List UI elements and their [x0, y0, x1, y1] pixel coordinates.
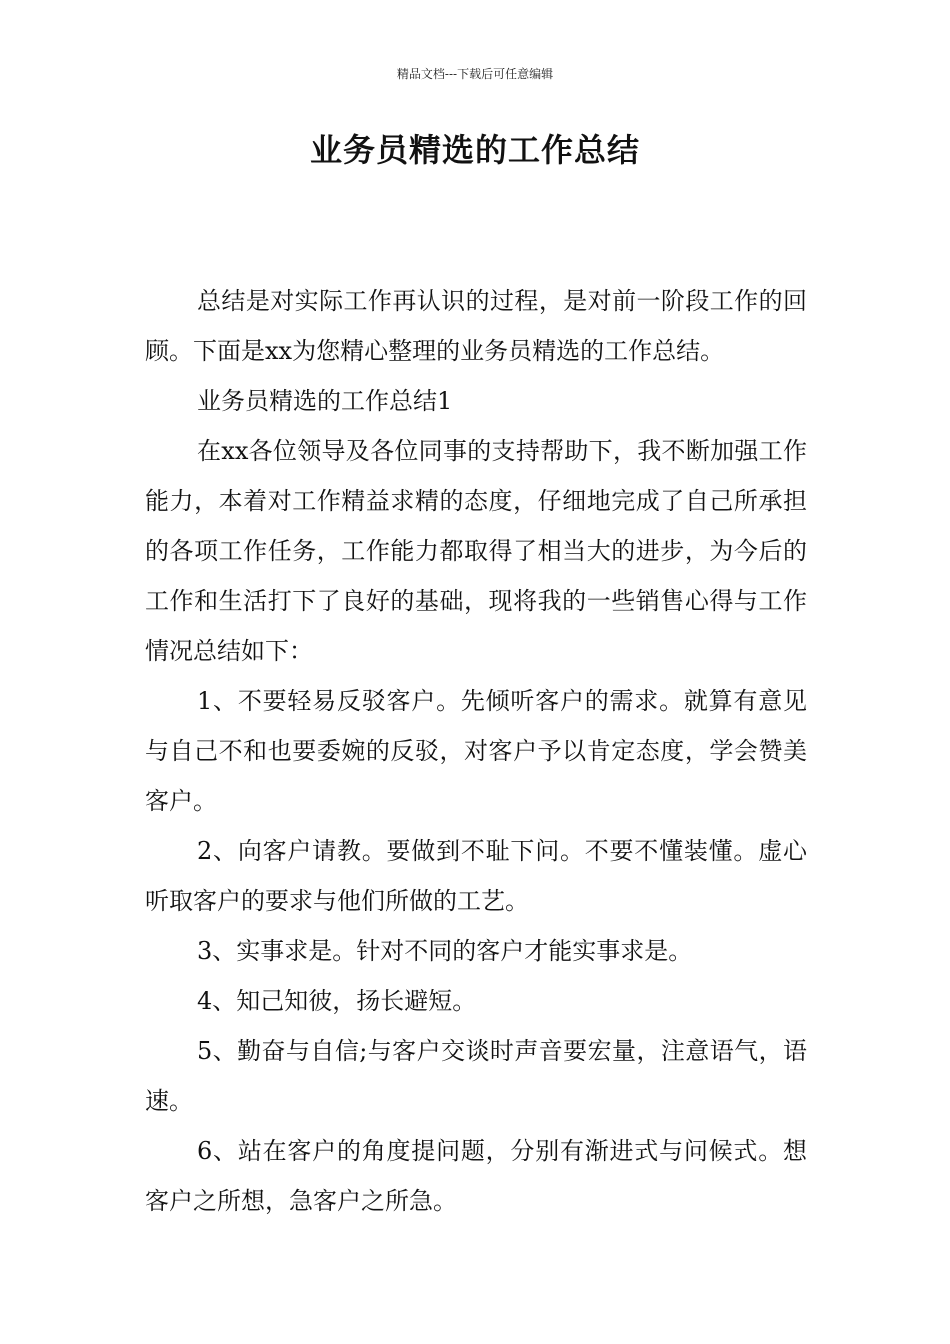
- header-note: 精品文档---下载后可任意编辑: [396, 67, 554, 81]
- list-item-1: 1、不要轻易反驳客户。先倾听客户的需求。就算有意见与自己不和也要委婉的反驳，对客户予以肯定态度，学会赞美客户。: [145, 687, 807, 815]
- document-body: [145, 276, 807, 1226]
- list-item-5: 5、勤奋与自信;与客户交谈时声音要宏量，注意语气，语速。: [145, 1037, 807, 1115]
- body-paragraph: 在xx各位领导及各位同事的支持帮助下，我不断加强工作能力，本着对工作精益求精的态度，仔细地完成了自己所承担的各项工作任务，工作能力都取得了相当大的进步，为今后的工作和生活打下了良好的基础，现将我的一些销售心得与工作情况总结如下：: [145, 437, 807, 665]
- intro-paragraph: 总结是对实际工作再认识的过程，是对前一阶段工作的回顾。下面是xx为您精心整理的业务员精选的工作总结。: [145, 287, 807, 365]
- list-item-4: 4、知己知彼，扬长避短。: [197, 987, 477, 1015]
- list-item-2: 2、向客户请教。要做到不耻下问。不要不懂装懂。虚心听取客户的要求与他们所做的工艺。: [145, 837, 807, 915]
- list-item-6: 6、站在客户的角度提问题，分别有渐进式与问候式。想客户之所想，急客户之所急。: [145, 1137, 807, 1215]
- document-title: 业务员精选的工作总结: [309, 131, 640, 169]
- list-item-3: 3、实事求是。针对不同的客户才能实事求是。: [197, 937, 693, 965]
- section-heading: 业务员精选的工作总结1: [197, 387, 453, 415]
